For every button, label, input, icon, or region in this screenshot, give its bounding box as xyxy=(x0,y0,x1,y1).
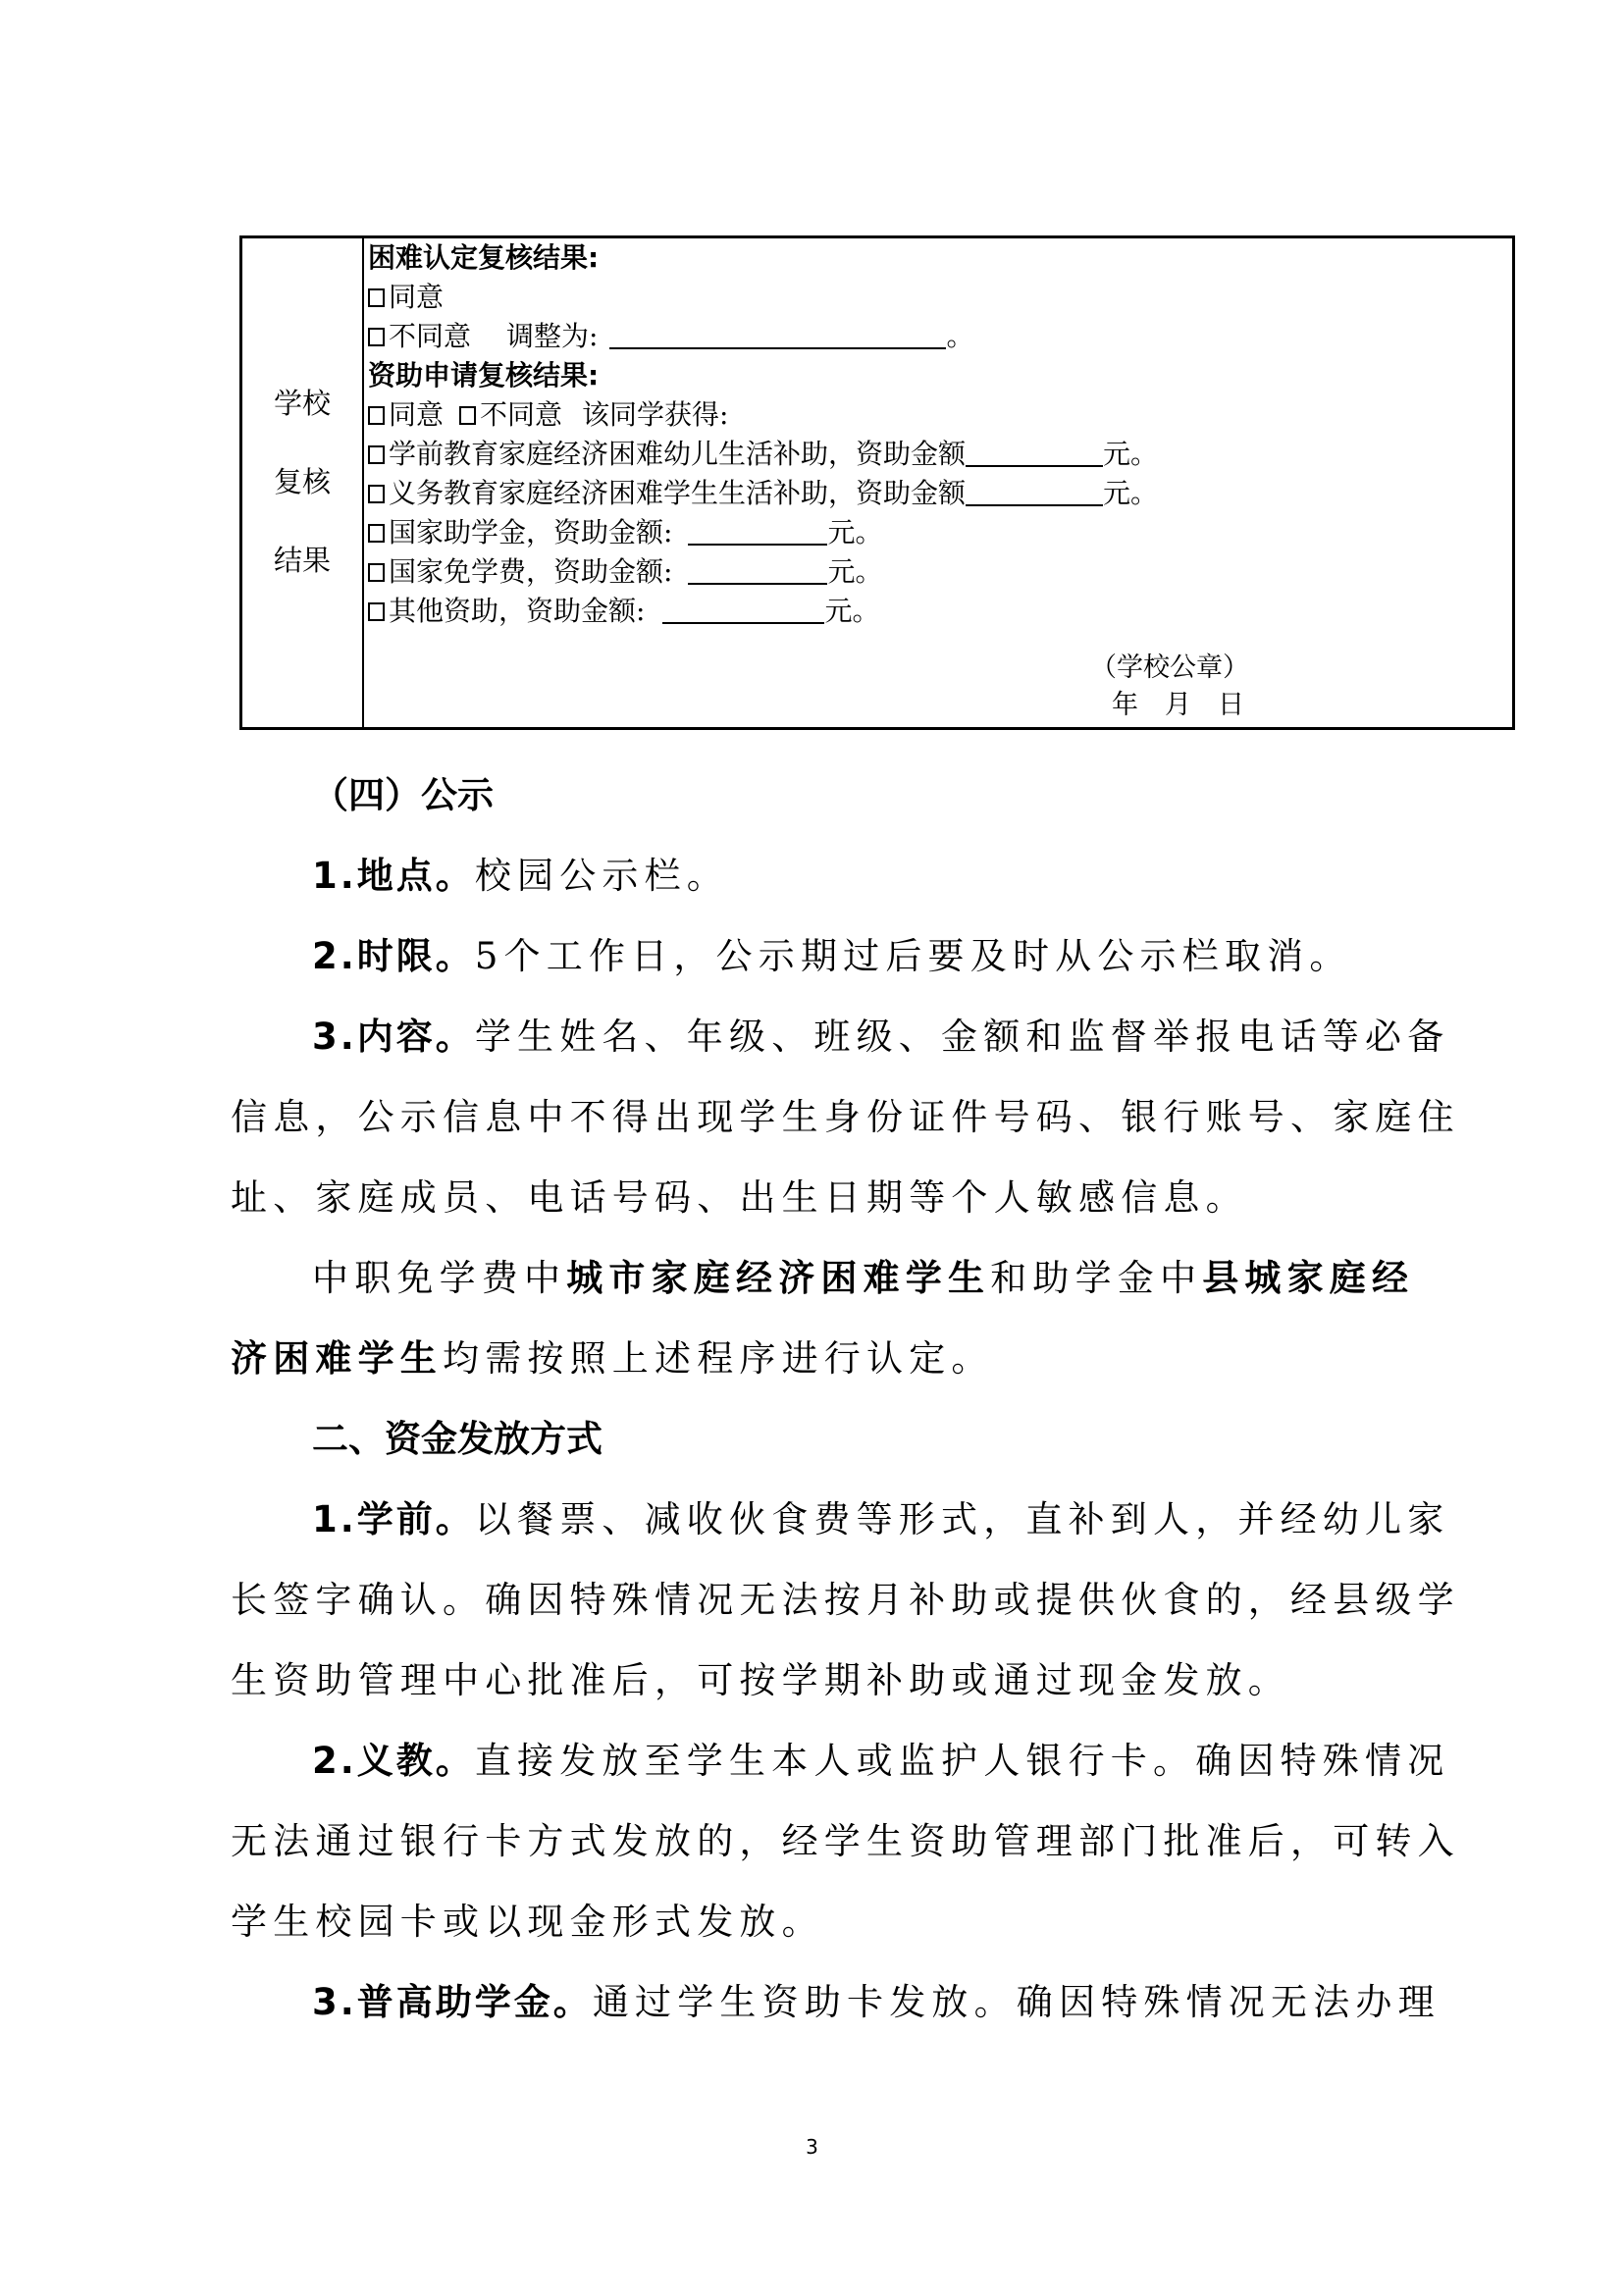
school-seal-label: （学校公章） xyxy=(1090,652,1249,683)
amount-blank[interactable] xyxy=(966,442,1103,467)
item-content-line-2: 信息，公示信息中不得出现学生身份证件号码、银行账号、家庭住 xyxy=(231,1096,1460,1138)
adjust-blank[interactable] xyxy=(609,324,946,349)
vocational-note-line-1: 中职免学费中城市家庭经济困难学生和助学金中县城家庭经 xyxy=(312,1257,1415,1299)
preschool-line-3: 生资助管理中心批准后，可按学期补助或通过现金发放。 xyxy=(231,1659,1290,1701)
side-label-school: 学校 xyxy=(273,387,331,420)
amount-blank[interactable] xyxy=(688,520,827,546)
table-side-column xyxy=(242,238,364,727)
checkbox[interactable] xyxy=(368,288,385,307)
item-content-line-1: 3.内容。学生姓名、年级、班级、金额和监督举报电话等必备 xyxy=(312,1016,1450,1058)
date-label: 年 月 日 xyxy=(1112,690,1244,720)
checkbox[interactable] xyxy=(368,563,385,582)
aid-decision-row[interactable]: 同意 不同意 该同学获得: xyxy=(368,401,728,429)
side-label-result: 结果 xyxy=(273,544,331,577)
page-number: 3 xyxy=(806,2135,818,2159)
vocational-note-line-2: 济困难学生均需按照上述程序进行认定。 xyxy=(231,1337,994,1380)
aid-item-preschool[interactable]: 学前教育家庭经济困难幼儿生活补助，资助金额 元。 xyxy=(368,441,1158,468)
side-label-review: 复核 xyxy=(273,465,331,498)
checkbox[interactable] xyxy=(368,485,385,503)
difficulty-agree-option[interactable]: 同意 xyxy=(368,284,444,311)
preschool-line-2: 长签字确认。确因特殊情况无法按月补助或提供伙食的，经县级学 xyxy=(231,1579,1460,1621)
section-two-heading: 二、资金发放方式 xyxy=(312,1418,602,1460)
item-location: 1.地点。校园公示栏。 xyxy=(312,855,730,897)
checkbox[interactable] xyxy=(368,328,385,346)
compulsory-line-2: 无法通过银行卡方式发放的，经学生资助管理部门批准后，可转入 xyxy=(231,1820,1460,1862)
checkbox[interactable] xyxy=(368,602,385,621)
high-school-grant-line-1: 3.普高助学金。通过学生资助卡发放。确因特殊情况无法办理 xyxy=(312,1981,1441,2023)
checkbox[interactable] xyxy=(368,406,385,425)
aid-item-compulsory[interactable]: 义务教育家庭经济困难学生生活补助，资助金额 元。 xyxy=(368,480,1158,507)
preschool-line-1: 1.学前。以餐票、减收伙食费等形式，直补到人，并经幼儿家 xyxy=(312,1498,1450,1540)
school-review-table xyxy=(239,235,1515,730)
checkbox[interactable] xyxy=(368,445,385,464)
table-content-column xyxy=(364,238,1512,727)
aid-item-national-grant[interactable]: 国家助学金，资助金额: 元。 xyxy=(368,519,882,547)
amount-blank[interactable] xyxy=(662,599,824,624)
amount-blank[interactable] xyxy=(966,481,1103,506)
checkbox[interactable] xyxy=(459,406,476,425)
difficulty-disagree-option[interactable]: 不同意 调整为: 。 xyxy=(368,323,973,350)
aid-item-other[interactable]: 其他资助，资助金额: 元。 xyxy=(368,598,879,625)
aid-review-title: 资助申请复核结果: xyxy=(368,359,600,391)
aid-item-tuition-waiver[interactable]: 国家免学费，资助金额: 元。 xyxy=(368,558,882,586)
checkbox[interactable] xyxy=(368,524,385,543)
section-four-heading: （四）公示 xyxy=(312,774,494,816)
amount-blank[interactable] xyxy=(688,559,827,585)
item-time-limit: 2.时限。5个工作日，公示期过后要及时从公示栏取消。 xyxy=(312,935,1352,977)
difficulty-review-title: 困难认定复核结果: xyxy=(368,241,600,274)
compulsory-line-3: 学生校园卡或以现金形式发放。 xyxy=(231,1901,824,1943)
compulsory-line-1: 2.义教。直接发放至学生本人或监护人银行卡。确因特殊情况 xyxy=(312,1740,1450,1782)
item-content-line-3: 址、家庭成员、电话号码、出生日期等个人敏感信息。 xyxy=(231,1176,1248,1219)
